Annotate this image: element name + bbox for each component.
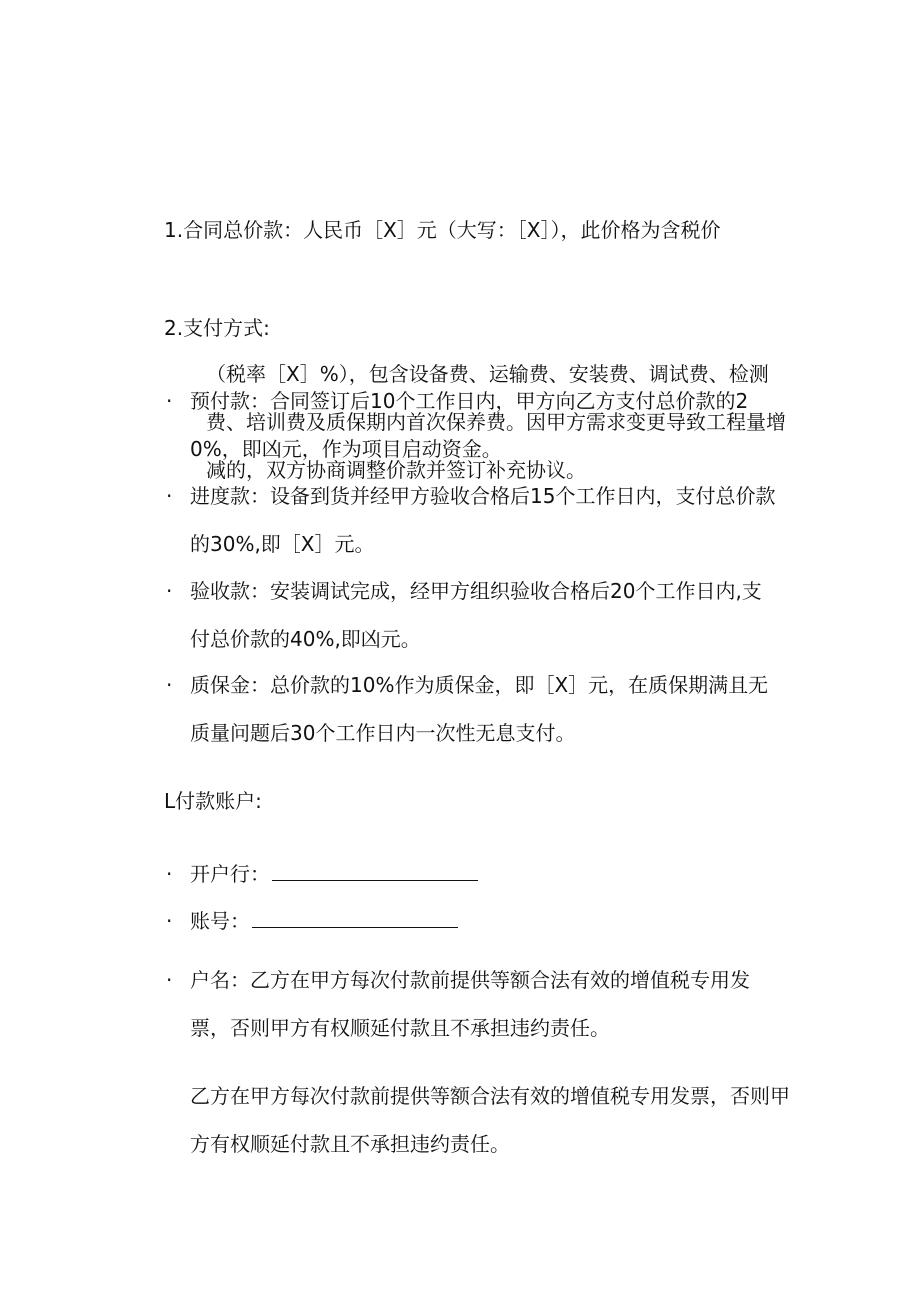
account-label: 账号：	[190, 909, 250, 933]
bullet-dot: ·	[166, 484, 173, 508]
clause-total-price-line1: 1.合同总价款：人民币［X］元（大写：［X］），此价格为含税价	[164, 218, 721, 242]
list-item	[166, 956, 780, 1052]
closing-paragraph: 乙方在甲方每次付款前提供等额合法有效的增值税专用发票，否则甲方有权顺延付款且不承担违约责任。	[190, 1084, 790, 1156]
progress-payment-text: 进度款：设备到货并经甲方验收合格后15个工作日内，支付总价款的30%,即［X］元。	[190, 484, 776, 556]
warranty-deposit-text: 质保金：总价款的10%作为质保金，即［X］元，在质保期满且无质量问题后30个工作日内一次性无息支付。	[190, 673, 769, 745]
bullet-dot: ·	[166, 673, 173, 697]
list-item	[166, 661, 780, 757]
bank-blank-line[interactable]	[272, 854, 478, 881]
list-item	[166, 472, 780, 568]
list-item	[166, 567, 780, 663]
account-name-text: 户名：乙方在甲方每次付款前提供等额合法有效的增值税专用发票，否则甲方有权顺延付款且不承担违约责任。	[190, 968, 750, 1040]
bullet-dot: ·	[166, 862, 173, 886]
payment-account-heading: L付款账户:	[164, 789, 262, 813]
list-item	[166, 897, 780, 945]
list-item	[166, 377, 780, 473]
account-blank-line[interactable]	[252, 901, 458, 928]
bank-label: 开户行：	[190, 862, 270, 886]
clause-total-price-body: （税率［X］%），包含设备费、运输费、安装费、调试费、检测费、培训费及质保期内首次保养费。因甲方需求变更导致工程量增减的，双方协商调整价款并签订补充协议。	[206, 362, 786, 482]
acceptance-payment-text: 验收款：安装调试完成，经甲方组织验收合格后20个工作日内,支付总价款的40%,即凶元。	[190, 579, 762, 651]
bullet-dot: ·	[166, 579, 173, 603]
bullet-dot: ·	[166, 968, 173, 992]
bullet-dot: ·	[166, 909, 173, 933]
prepayment-text: 预付款：合同签订后10个工作日内，甲方向乙方支付总价款的20%，即凶元，作为项目启动资金。	[190, 389, 749, 461]
list-item	[166, 850, 780, 898]
payment-method-heading: 2.支付方式:	[164, 316, 270, 340]
bullet-dot: ·	[166, 389, 173, 413]
